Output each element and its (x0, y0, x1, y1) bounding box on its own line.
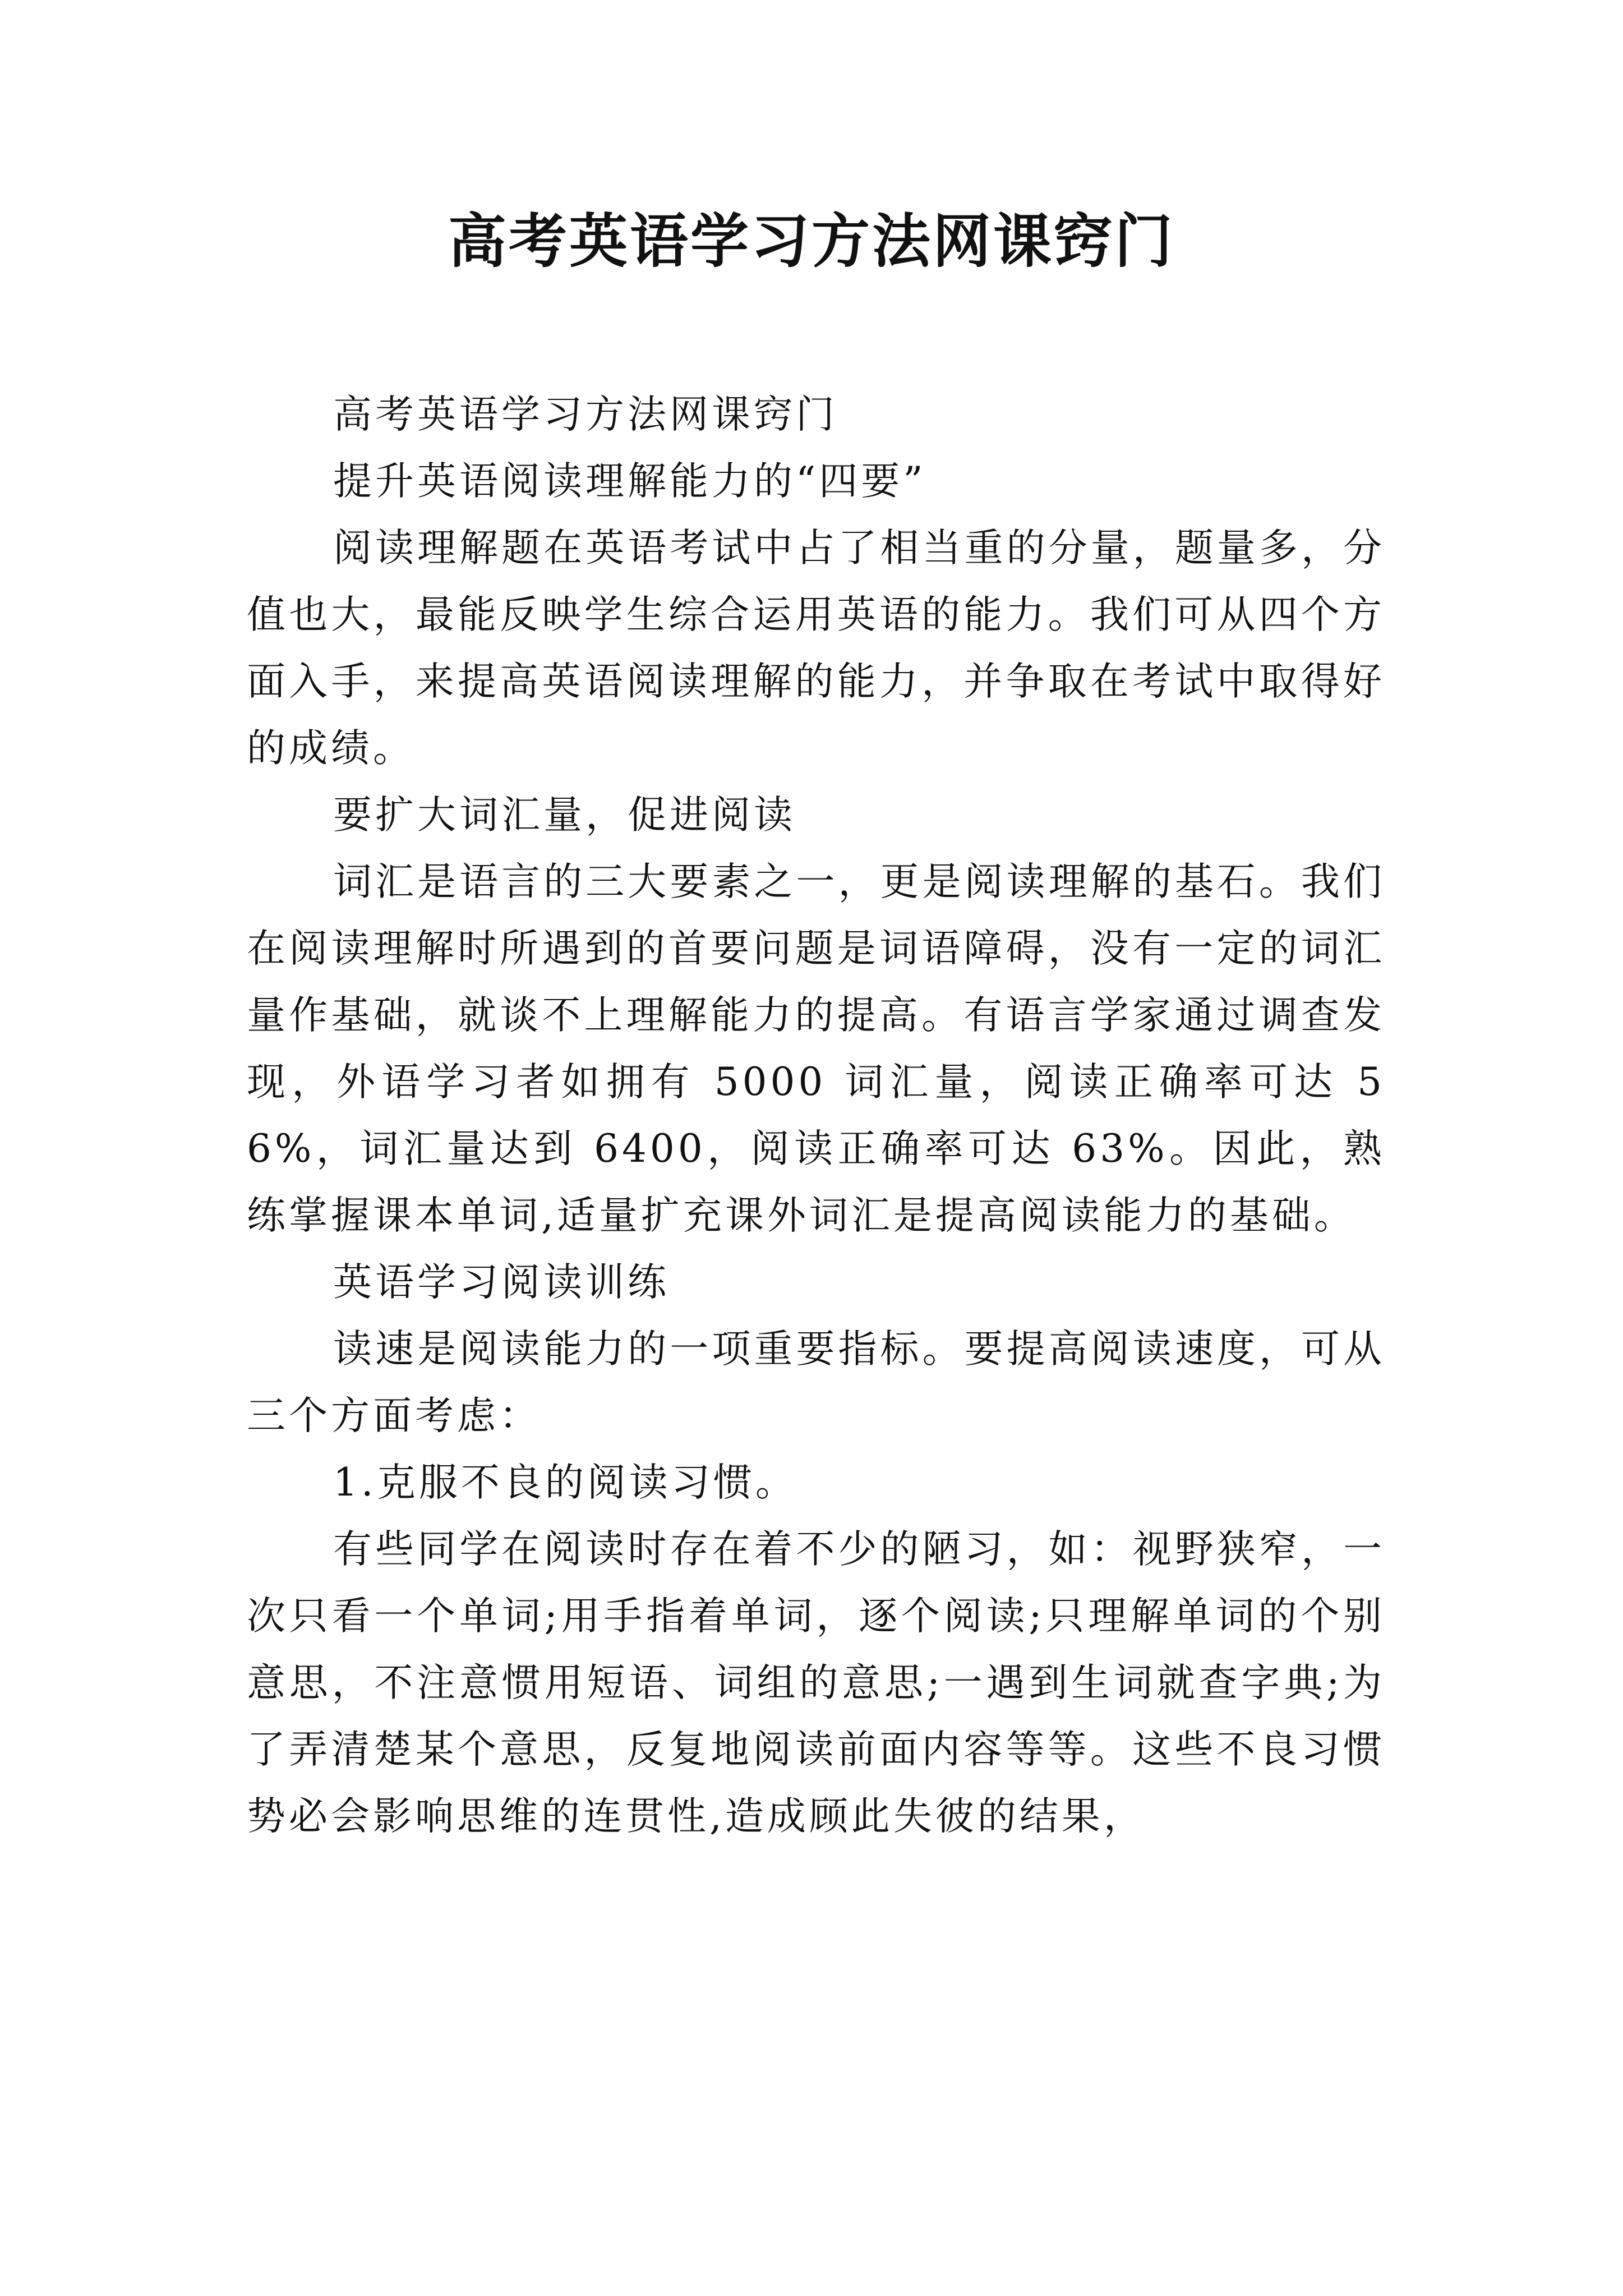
document-body (247, 381, 1385, 1850)
document-title: 高考英语学习方法网课窍门 (448, 206, 1175, 275)
paragraph-heading-reading-training: 英语学习阅读训练 (333, 1260, 670, 1305)
paragraph-list-item-1: 1.克服不良的阅读习惯。 (333, 1460, 797, 1505)
paragraph-vocabulary: 词汇是语言的三大要素之一，更是阅读理解的基石。我们在阅读理解时所遇到的首要问题是词语障碍，没有一定的词汇量作基础，就谈不上理解能力的提高。有语言学家通过调查发现，外语学习者如拥有 5000 词汇量，阅读正确率可达 56%，词汇量达到 6400，阅读正确率可达 63%。因此，熟练掌握课本单词,适量扩充课外词汇是提高阅读能力的基础。 (247, 859, 1385, 1238)
paragraph-heading-four-tips: 提升英语阅读理解能力的“四要” (333, 459, 926, 504)
paragraph-bad-habits: 有些同学在阅读时存在着不少的陋习，如：视野狭窄，一次只看一个单词;用手指着单词，逐个阅读;只理解单词的个别意思，不注意惯用短语、词组的意思;一遇到生词就查字典;为了弄清楚某个意思，反复地阅读前面内容等等。这些不良习惯势必会影响思维的连贯性,造成顾此失彼的结果， (247, 1527, 1385, 1839)
paragraph-reading-speed: 读速是阅读能力的一项重要指标。要提高阅读速度，可从三个方面考虑： (247, 1327, 1385, 1438)
paragraph-subtitle: 高考英语学习方法网课窍门 (333, 392, 838, 437)
paragraph-intro: 阅读理解题在英语考试中占了相当重的分量，题量多，分值也大，最能反映学生综合运用英语的能力。我们可从四个方面入手，来提高英语阅读理解的能力，并争取在考试中取得好的成绩。 (247, 526, 1385, 771)
paragraph-heading-vocabulary: 要扩大词汇量，促进阅读 (333, 793, 796, 838)
